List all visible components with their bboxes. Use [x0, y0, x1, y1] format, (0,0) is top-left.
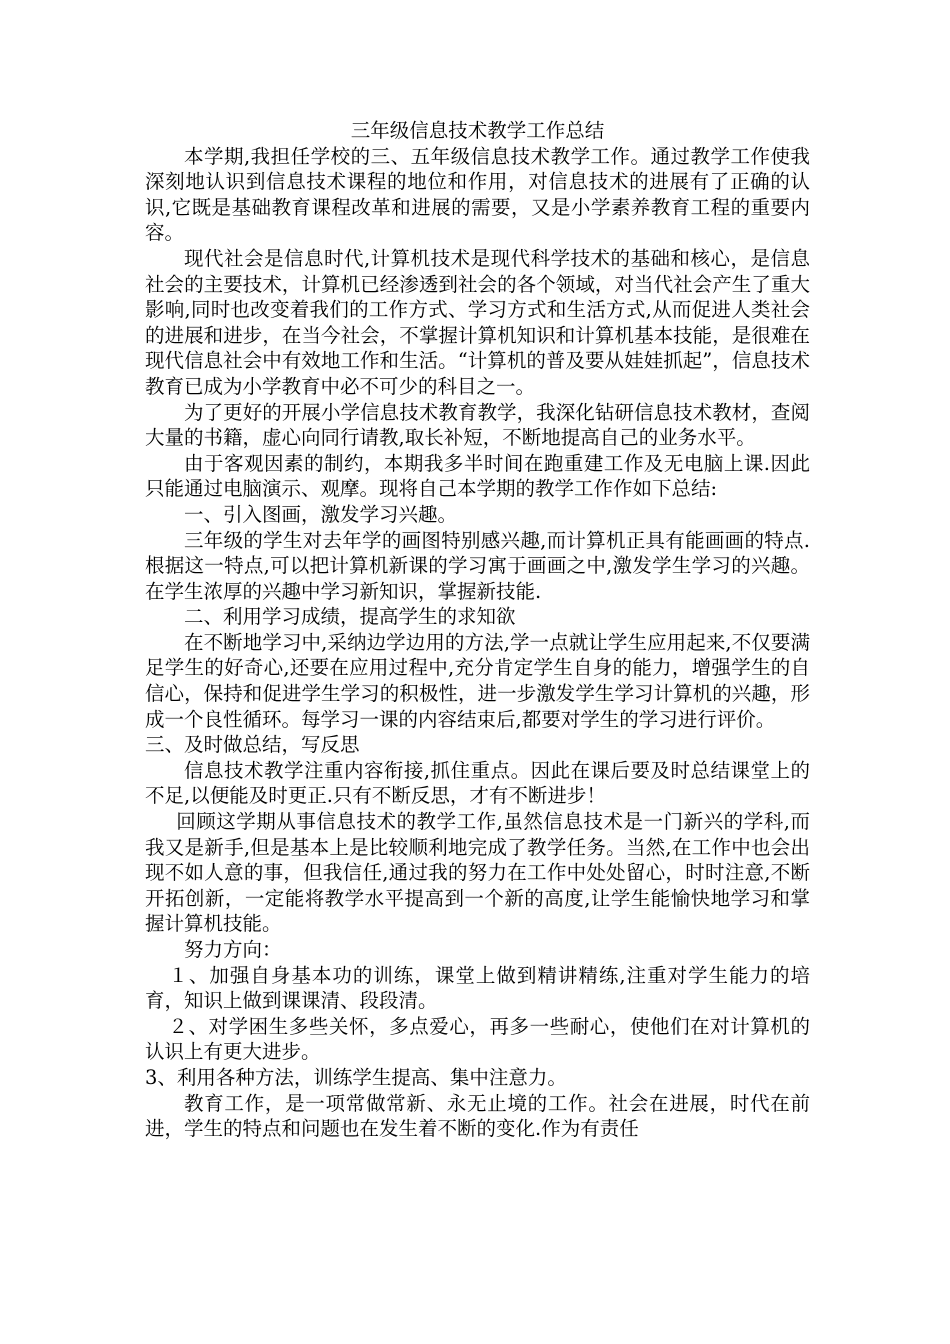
- paragraph-information-age: 现代社会是信息时代,计算机技术是现代科学技术的基础和核心，是信息社会的主要技术，计算机已经渗透到社会的各个领域，对当代社会产生了重大影响,同时也改变着我们的工作方式、学习方式和生活方式,从而促进人类社会的进展和进步，在当今社会，不掌握计算机知识和计算机基本技能，是很难在现代信息社会中有效地工作和生活。“计算机的普及要从娃娃抓起”，信息技术教育已成为小学教育中必不可少的科目之一。: [145, 246, 810, 398]
- section-heading-1: 一、引入图画，激发学习兴趣。: [184, 502, 458, 526]
- section-heading-3: 三、及时做总结，写反思: [145, 733, 360, 757]
- document-title: 三年级信息技术教学工作总结: [350, 119, 605, 142]
- list-item-1: １、加强自身基本功的训练，课堂上做到精讲精练,注重对学生能力的培育，知识上做到课课清、段段清。: [145, 963, 810, 1013]
- section-heading-direction: 努力方向：: [184, 938, 282, 961]
- paragraph-study-materials: 为了更好的开展小学信息技术教育教学，我深化钻研信息技术教材，查阅大量的书籍，虚心向同行请教,取长补短，不断地提高自己的业务水平。: [145, 400, 810, 450]
- section-heading-2: 二、利用学习成绩，提高学生的求知欲: [184, 605, 516, 629]
- list-item-3: 3、利用各种方法，训练学生提高、集中注意力。: [145, 1065, 567, 1089]
- list-item-2: ２、对学困生多些关怀，多点爱心，再多一些耐心，使他们在对计算机的认识上有更大进步。: [145, 1014, 810, 1064]
- paragraph-conclusion: 教育工作，是一项常做常新、永无止境的工作。社会在进展，时代在前进，学生的特点和问题也在发生着不断的变化.作为有责任: [145, 1091, 810, 1141]
- paragraph-review: 回顾这学期从事信息技术的教学工作,虽然信息技术是一门新兴的学科,而我又是新手,但是基本上是比较顺利地完成了教学任务。当然,在工作中也会出现不如人意的事，但我信任,通过我的努力在工作中处处留心，时时注意,不断开拓创新，一定能将教学水平提高到一个新的高度,让学生能愉快地学习和掌握计算机技能。: [145, 810, 810, 936]
- paragraph-intro: 本学期,我担任学校的三、五年级信息技术教学工作。通过教学工作使我深刻地认识到信息技术课程的地位和作用，对信息技术的进展有了正确的认识,它既是基础教育课程改革和进展的需要，又是小学素养教育工程的重要内容。: [145, 144, 810, 245]
- paragraph-drawing-interest: 三年级的学生对去年学的画图特别感兴趣,而计算机正具有能画画的特点.根据这一特点,可以把计算机新课的学习寓于画画之中,激发学生学习的兴趣。在学生浓厚的兴趣中学习新知识，掌握新技能.: [145, 528, 810, 603]
- paragraph-reflection: 信息技术教学注重内容衔接,抓住重点。因此在课后要及时总结课堂上的不足,以便能及时更正.只有不断反思，才有不断进步！: [145, 758, 810, 808]
- paragraph-constraints: 由于客观因素的制约，本期我多半时间在跑重建工作及无电脑上课.因此只能通过电脑演示、观摩。现将自己本学期的教学工作作如下总结:: [145, 451, 810, 501]
- document-page: [145, 118, 810, 1142]
- paragraph-learn-by-doing: 在不断地学习中,采纳边学边用的方法,学一点就让学生应用起来,不仅要满足学生的好奇心,还要在应用过程中,充分肯定学生自身的能力，增强学生的自信心，保持和促进学生学习的积极性，进一步激发学生学习计算机的兴趣，形成一个良性循环。每学习一课的内容结束后,都要对学生的学习进行评价。: [145, 630, 810, 731]
